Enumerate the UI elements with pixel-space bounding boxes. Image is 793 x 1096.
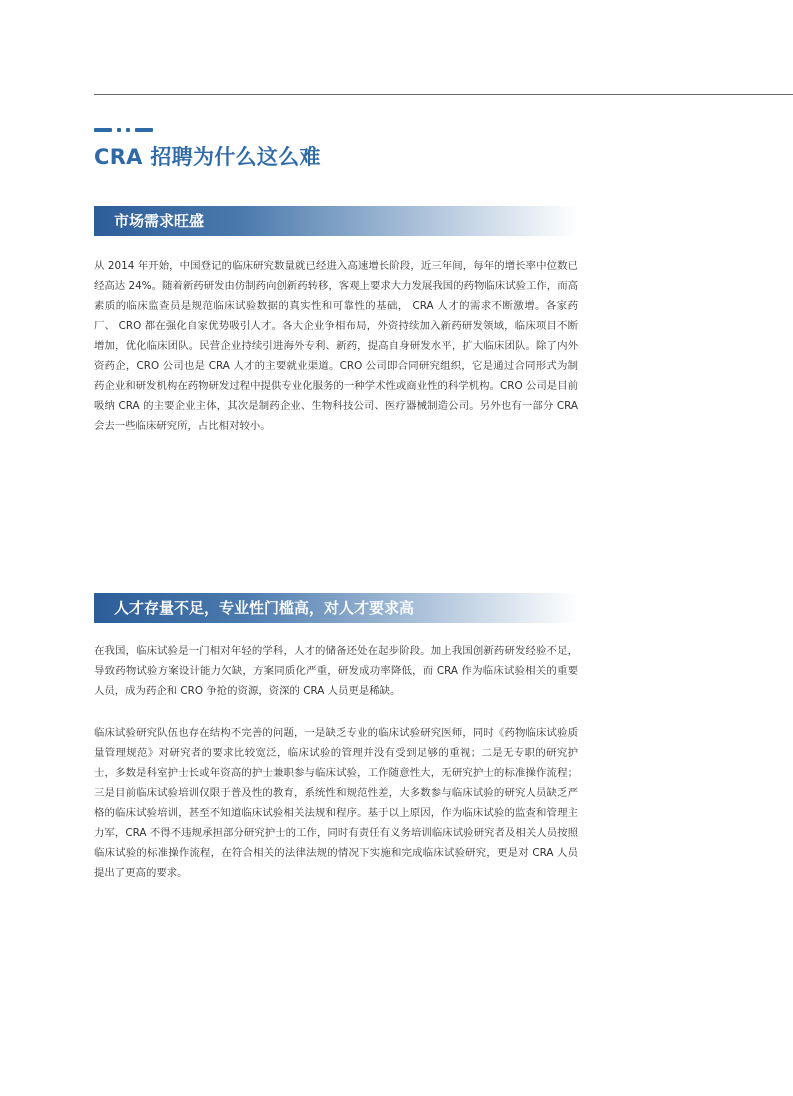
page-title: CRA 招聘为什么这么难 [94,145,321,169]
section-heading-bar [94,593,578,623]
body-paragraph: 临床试验研究队伍也存在结构不完善的问题，一是缺乏专业的临床试验研究医师，同时《药物临床试验质量管理规范》对研究者的要求比较宽泛，临床试验的管理并没有受到足够的重视；二是无专职的研究护士，多数是科室护士长或年资高的护士兼职参与临床试验，工作随意性大，无研究护士的标准操作流程；三是目前临床试验培训仅限于普及性的教育，系统性和规范性差，大多数参与临床试验的研究人员缺乏严格的临床试验培训，甚至不知道临床试验相关法规和程序。基于以上原因，作为临床试验的监查和管理主力军，CRA 不得不违规承担部分研究护士的工作，同时有责任有义务培训临床试验研究者及相关人员按照临床试验的标准操作流程，在符合相关的法律法规的情况下实施和完成临床试验研究，更是对 CRA 人员提出了更高的要求。 [94,727,578,879]
section-heading-bar [94,206,578,236]
top-divider [94,94,793,95]
body-paragraph: 在我国，临床试验是一门相对年轻的学科，人才的储备还处在起步阶段。加上我国创新药研发经验不足，导致药物试验方案设计能力欠缺，方案同质化严重，研发成功率降低，而 CRA 作为临床试验相关的重要人员，成为药企和 CRO 争抢的资源，资深的 CRA 人员更是稀缺。 [94,645,578,697]
section-heading: 市场需求旺盛 [114,212,205,230]
body-paragraph: 从 2014 年开始，中国登记的临床研究数量就已经进入高速增长阶段，近三年间，每年的增长率中位数已经高达 24%。随着新药研发由仿制药向创新药转移，客观上要求大力发展我国的药物临床试验工作，而高素质的临床监查员是规范临床试验数据的真实性和可靠性的基础， CRA 人才的需求不断激增。各家药厂、 CRO 都在强化自家优势吸引人才。各大企业争相布局，外资持续加入新药研发领域，临床项目不断增加，优化临床团队。民营企业持续引进海外专利、新药，提高自身研发水平，扩大临床团队。除了内外资药企，CRO 公司也是 CRA 人才的主要就业渠道。CRO 公司即合同研究组织，它是通过合同形式为制药企业和研发机构在药物研发过程中提供专业化服务的一种学术性或商业性的科学机构。CRO 公司是目前吸纳 CRA 的主要企业主体，其次是制药企业、生物科技公司、医疗器械制造公司。另外也有一部分 CRA 会去一些临床研究所，占比相对较小。 [94,260,578,432]
section-heading: 人才存量不足，专业性门槛高，对人才要求高 [114,599,415,617]
title-decoration [94,128,158,132]
